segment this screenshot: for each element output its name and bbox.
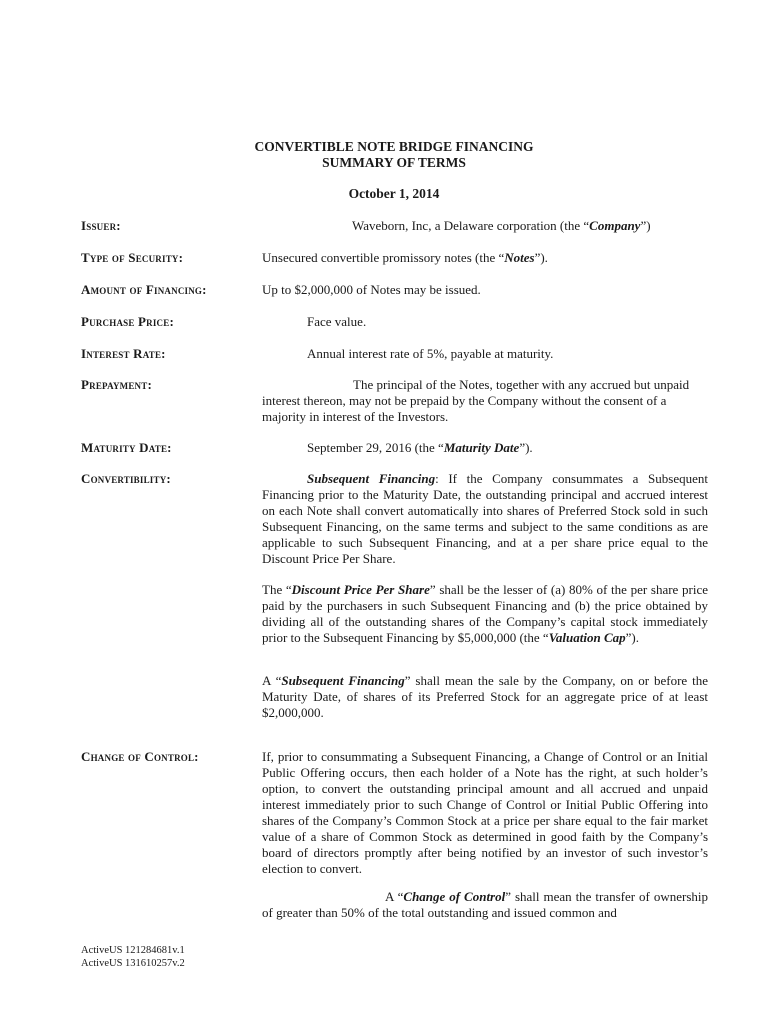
interest-rate-value: Annual interest rate of 5%, payable at maturity. xyxy=(307,346,554,361)
purchase-price-value: Face value. xyxy=(307,314,367,329)
convertibility-paragraph-1: Subsequent Financing: If the Company consummates a Subsequent Financing prior to the Maturity Date, the outstanding principal and accrued interest on each Note shall convert automatically into shares of Preferred Stock sold in such Subsequent Financing, on the same terms and subject to the same conditions as are applicable to such Subsequent Financing, and at a per share price equal to the Discount Price Per Share. xyxy=(262,471,708,566)
maturity-date-value: September 29, 2016 (the “Maturity Date”). xyxy=(307,440,533,455)
prepayment-text: The principal of the Notes, together with any accrued but unpaid interest thereon, may not be prepaid by the Company without the consent of a majority in interest of the Investors. xyxy=(262,377,690,424)
change-of-control-paragraph-1: If, prior to consummating a Subsequent Financing, a Change of Control or an Initial Public Offering occurs, then each holder of a Note has the right, at such holder’s option, to convert the outstanding principal amount and all accrued and unpaid interest immediately prior to such Change of Control or Initial Public Offering into shares of the Company’s Common Stock at a price per share equal to the fair market value of a share of Common Stock as determined in good faith by the Company’s board of directors promptly after being notified by an investor of such investor’s election to convert. xyxy=(262,749,708,876)
change-of-control-paragraph-2: A “Change of Control” shall mean the transfer of ownership of greater than 50% of the total outstanding and issued common and xyxy=(262,889,708,920)
maturity-date-label: Maturity Date: xyxy=(81,440,172,455)
convertibility-paragraph-3: A “Subsequent Financing” shall mean the sale by the Company, on or before the Maturity Date, of shares of its Preferred Stock for an aggregate price of at least $2,000,000. xyxy=(262,673,708,720)
security-type-label: Type of Security: xyxy=(81,250,184,265)
issuer-value: Waveborn, Inc, a Delaware corporation (the “Company”) xyxy=(352,218,651,233)
convertibility-label: Convertibility: xyxy=(81,471,171,486)
security-type-value: Unsecured convertible promissory notes (the “Notes”). xyxy=(262,250,548,265)
convertibility-paragraph-2: The “Discount Price Per Share” shall be the lesser of (a) 80% of the per share price paid by the purchasers in such Subsequent Financing and (b) the price obtained by dividing all of the outstanding shares of the Company’s capital stock immediately prior to the Subsequent Financing by $5,000,000 (the “Valuation Cap”). xyxy=(262,582,708,645)
document-subtitle: SUMMARY OF TERMS xyxy=(322,155,466,170)
footer-doc-id-1: ActiveUS 121284681v.1 xyxy=(81,945,185,956)
amount-value: Up to $2,000,000 of Notes may be issued. xyxy=(262,282,481,297)
prepayment-label: Prepayment: xyxy=(81,377,152,392)
document-date: October 1, 2014 xyxy=(348,186,440,201)
amount-label: Amount of Financing: xyxy=(81,282,207,297)
interest-rate-label: Interest Rate: xyxy=(81,346,166,361)
footer-doc-id-2: ActiveUS 131610257v.2 xyxy=(81,958,185,969)
change-of-control-label: Change of Control: xyxy=(81,749,199,764)
purchase-price-label: Purchase Price: xyxy=(81,314,174,329)
issuer-label: Issuer: xyxy=(81,218,121,233)
document-title: CONVERTIBLE NOTE BRIDGE FINANCING xyxy=(254,139,534,154)
